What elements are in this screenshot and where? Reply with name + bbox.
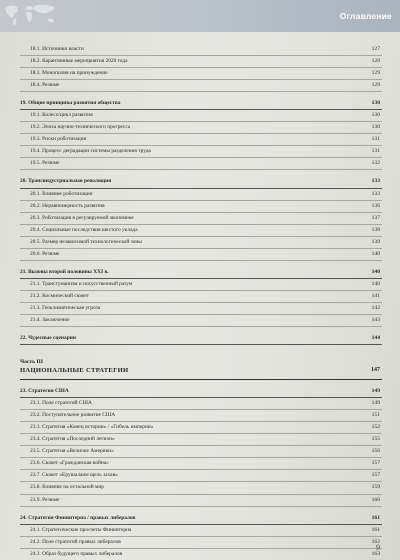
toc-entry-title: 19.5. Резюме: [30, 160, 60, 167]
toc-entry-title: 24.2. Поле стратегий правых либералов: [30, 538, 121, 545]
toc-entry-title: 19.3. Риски роботизации: [30, 136, 87, 143]
toc-page-number: 151: [371, 412, 380, 419]
toc-entry-title: 20.2. Неравномерность развития: [30, 202, 105, 209]
world-map-icon: [2, 2, 62, 28]
toc-entry-title: 19.1. Колесо/цикл развития: [30, 112, 93, 119]
toc-section-row[interactable]: [20, 315, 382, 327]
toc-section-row[interactable]: [20, 56, 382, 68]
toc-page-number: 131: [371, 136, 380, 143]
toc-page-number: 137: [371, 214, 380, 221]
toc-chapter-row[interactable]: [20, 267, 382, 279]
toc-page-number: 156: [371, 448, 380, 455]
toc-section-row[interactable]: [20, 291, 382, 303]
toc-entry-title: 19.2. Эпоха научно-технического прогресса: [30, 124, 131, 131]
toc-entry-title: 23.7. Сюжет «Ерушалаим щель захав»: [30, 472, 118, 479]
toc-section-row[interactable]: [20, 134, 382, 146]
toc-page-number: 161: [371, 514, 380, 521]
toc-entry-title: 23. Стратегия США: [20, 388, 69, 395]
toc-section-row[interactable]: [20, 68, 382, 80]
toc-page-number: 140: [371, 250, 380, 257]
toc-page-number: 157: [371, 460, 380, 467]
toc-section-row[interactable]: [20, 249, 382, 261]
toc-page-number: 149: [371, 388, 380, 395]
toc-section-row[interactable]: [20, 80, 382, 92]
toc-page-number: 139: [371, 238, 380, 245]
toc-section-row[interactable]: [20, 410, 382, 422]
toc-section-row[interactable]: [20, 482, 382, 494]
toc-section-row[interactable]: [20, 237, 382, 249]
toc-page-number: 138: [371, 226, 380, 233]
toc-page-number: 136: [371, 202, 380, 209]
section-title: Оглавление: [339, 11, 392, 21]
toc-page-number: 149: [371, 400, 380, 407]
toc-section-row[interactable]: [20, 549, 382, 560]
toc-section-row[interactable]: [20, 122, 382, 134]
toc-entry-title: 22. Чудесные сценарии: [20, 335, 76, 342]
toc-entry-title: 21. Вызовы второй половины XXI в.: [20, 268, 109, 275]
toc-page-number: 127: [371, 46, 380, 52]
toc-section-row[interactable]: [20, 110, 382, 122]
toc-entry-title: 18.2. Карантинные мероприятия 2020 года: [30, 58, 128, 65]
toc-entry-title: 23.8. Влияние на остальной мир: [30, 484, 104, 491]
toc-entry-title: 21.3. Геоклиматическая угроза: [30, 304, 101, 311]
toc-page-number: 142: [371, 304, 380, 311]
page-number: 9: [376, 543, 380, 552]
toc-page-number: 159: [371, 484, 380, 491]
toc-chapter-row[interactable]: [20, 386, 382, 398]
toc-page-number: 147: [371, 367, 380, 374]
toc-page-number: 133: [371, 178, 380, 185]
toc-section-row[interactable]: [20, 158, 382, 170]
toc-page-number: 130: [371, 124, 380, 131]
toc-page-number: 157: [371, 472, 380, 479]
toc-page-number: 131: [371, 148, 380, 155]
toc-entry-title: 18.3. Монополия на принуждение: [30, 70, 108, 77]
toc-entry-title: 23.4. Стратегия «Последний легион»: [30, 436, 115, 443]
toc-page-number: 141: [371, 292, 380, 299]
toc-entry-title: 18.4. Резюме: [30, 82, 60, 89]
toc-page-number: 130: [371, 112, 380, 119]
toc-entry-title: 23.9. Резюме: [30, 496, 60, 503]
toc-page-number: 132: [371, 160, 380, 167]
toc-page-number: 144: [371, 335, 380, 342]
toc-entry-title: 20. Трансиндустриальная революция: [20, 178, 112, 185]
toc-entry-title: 20.5. Размер независимой технологической зоны: [30, 238, 142, 245]
toc-page-number: 160: [371, 496, 380, 503]
toc-entry-title: 21.4. Заключение: [30, 316, 70, 323]
toc-section-row[interactable]: [20, 470, 382, 482]
part-label: Часть III: [20, 359, 44, 366]
toc-entry-title: 18.1. Источники власти: [30, 46, 84, 52]
toc-page-number: 161: [371, 526, 380, 533]
toc-section-row[interactable]: [20, 495, 382, 507]
table-of-contents: [20, 44, 382, 560]
part-title: НАЦИОНАЛЬНЫЕ СТРАТЕГИИ: [20, 367, 129, 375]
toc-page-number: 133: [371, 190, 380, 197]
toc-page-number: 163: [371, 550, 380, 557]
toc-page-number: 140: [371, 268, 380, 275]
toc-entry-title: 20.1. Влияние роботизации: [30, 190, 93, 197]
toc-page-number: 140: [371, 280, 380, 287]
toc-entry-title: 20.6. Резюме: [30, 250, 60, 257]
toc-entry-title: 20.4. Социальные последствия шестого уклада: [30, 226, 138, 233]
toc-section-row[interactable]: [20, 303, 382, 315]
toc-section-row[interactable]: [20, 422, 382, 434]
toc-page-number: 162: [371, 538, 380, 545]
toc-chapter-row[interactable]: [20, 176, 382, 188]
toc-entry-title: 23.6. Сюжет «Гражданская война»: [30, 460, 109, 467]
toc-chapter-row[interactable]: [20, 513, 382, 525]
toc-entry-title: 21.2. Космический сюжет: [30, 292, 90, 299]
toc-page-number: 129: [371, 70, 380, 77]
toc-section-row[interactable]: [20, 446, 382, 458]
toc-page-number: 129: [371, 82, 380, 89]
toc-section-row[interactable]: [20, 201, 382, 213]
toc-section-row[interactable]: [20, 537, 382, 549]
toc-entry-title: 19. Общие принципы развития общества: [20, 100, 121, 107]
toc-page-number: 155: [371, 436, 380, 443]
toc-section-row[interactable]: [20, 279, 382, 291]
toc-page-number: 128: [371, 58, 380, 65]
toc-entry-title: 20.3. Роботизация в регулируемой экономике: [30, 214, 134, 221]
toc-entry-title: 21.1. Трансгуманизм и искусственный разум: [30, 280, 133, 287]
toc-entry-title: 24. Стратегия Фининтерна / правых либералов: [20, 514, 136, 521]
toc-chapter-row[interactable]: [20, 98, 382, 110]
toc-section-row[interactable]: [20, 225, 382, 237]
toc-entry-title: 23.5. Стратегия «Величие Америки»: [30, 448, 114, 455]
toc-section-row[interactable]: [20, 398, 382, 410]
toc-entry-title: 24.1. Стратегические просчеты Фининтерна: [30, 526, 132, 533]
toc-section-row[interactable]: [20, 213, 382, 225]
toc-section-row[interactable]: [20, 434, 382, 446]
toc-spacer: [20, 345, 382, 357]
toc-section-row[interactable]: [20, 146, 382, 158]
toc-entry-title: 19.4. Процесс деградации системы разделения труда: [30, 148, 151, 155]
toc-page-number: 143: [371, 316, 380, 323]
toc-section-row[interactable]: [20, 44, 382, 56]
toc-entry-title: 23.2. Поступательное развитие США: [30, 412, 116, 419]
toc-entry-title: 23.1. Поле стратегий США: [30, 400, 92, 407]
toc-page-number: 152: [371, 424, 380, 431]
toc-chapter-row[interactable]: [20, 333, 382, 345]
toc-section-row[interactable]: [20, 525, 382, 537]
toc-entry-title: 23.3. Стратегия «Конец истории» / «Гибель империи»: [30, 424, 154, 431]
header-band: [0, 0, 400, 32]
toc-entry-title: 24.3. Образ будущего правых либералов: [30, 550, 123, 557]
toc-section-row[interactable]: [20, 458, 382, 470]
toc-page-number: 130: [371, 100, 380, 107]
toc-section-row[interactable]: [20, 189, 382, 201]
toc-part-heading: [20, 357, 382, 380]
